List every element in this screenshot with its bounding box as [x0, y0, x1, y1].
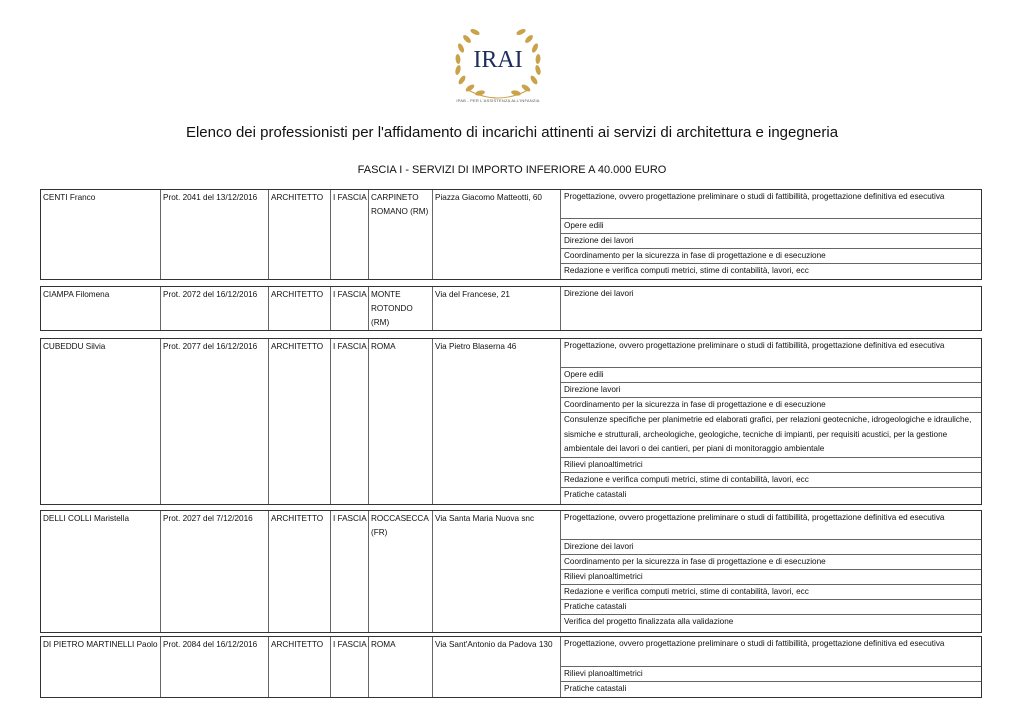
city: CARPINETO ROMANO (RM) [369, 190, 433, 279]
address: Piazza Giacomo Matteotti, 60 [433, 190, 561, 279]
professional-row [40, 286, 982, 331]
service-item: Pratiche catastali [564, 684, 627, 693]
address: Via Sant'Antonio da Padova 130 [433, 637, 561, 697]
fascia-level: I FASCIA [331, 190, 369, 279]
service-item: Pratiche catastali [561, 600, 981, 615]
address: Via del Francese, 21 [433, 287, 561, 330]
professional-row [40, 189, 982, 280]
professional-role: ARCHITETTO [269, 511, 331, 632]
page-title: Elenco dei professionisti per l'affidamento di incarichi attinenti ai servizi di architettura e ingegneria [185, 124, 839, 141]
protocol-number: Prot. 2072 del 16/12/2016 [161, 287, 269, 330]
service-item: Opere edili [561, 219, 981, 234]
address: Via Santa Maria Nuova snc [433, 511, 561, 632]
services-list [561, 190, 981, 279]
fascia-level: I FASCIA [331, 637, 369, 697]
address: Via Pietro Blaserna 46 [433, 339, 561, 504]
irai-logo [448, 20, 548, 108]
professional-row [40, 636, 982, 698]
professional-role: ARCHITETTO [269, 339, 331, 504]
services-list [561, 637, 981, 697]
service-item: Redazione e verifica computi metrici, stime di contabilità, lavori, ecc [564, 266, 809, 275]
professional-role: ARCHITETTO [269, 287, 331, 330]
services-list [561, 511, 981, 632]
service-item: Rilievi planoaltimetrici [561, 667, 981, 682]
professional-role: ARCHITETTO [269, 190, 331, 279]
svg-text:IRAI: IRAI [473, 47, 523, 73]
service-item: Progettazione, ovvero progettazione preliminare o studi di fattibillità, progettazione definitiva ed esecutiva [561, 190, 981, 219]
professional-name: DELLI COLLI Maristella [41, 511, 161, 632]
professional-name: CUBEDDU Silvia [41, 339, 161, 504]
service-item: Direzione lavori [561, 383, 981, 398]
services-list [561, 287, 981, 330]
services-list [561, 339, 981, 504]
service-item: Rilievi planoaltimetrici [561, 570, 981, 585]
city: ROMA [369, 637, 433, 697]
service-item: Consulenze specifiche per planimetrie ed elaborati grafici, per relazioni geotecniche, idrogeologiche e idrauliche, sismiche e strutturali, archeologiche, geologiche, tecniche di impianti, per requisiti acustici, per la gestione ambientale dei lavori o dei cantieri, per piani di monitoraggio ambientale [561, 413, 981, 458]
service-item: Redazione e verifica computi metrici, stime di contabilità, lavori, ecc [561, 585, 981, 600]
professional-role: ARCHITETTO [269, 637, 331, 697]
city: ROCCASECCA (FR) [369, 511, 433, 632]
service-item: Rilievi planoaltimetrici [561, 458, 981, 473]
service-item: Progettazione, ovvero progettazione preliminare o studi di fattibillità, progettazione definitiva ed esecutiva [561, 339, 981, 368]
fascia-level: I FASCIA [331, 287, 369, 330]
protocol-number: Prot. 2041 del 13/12/2016 [161, 190, 269, 279]
service-item: Opere edili [561, 368, 981, 383]
logo-tagline: IPAB - PER L'ASSISTENZA ALL'INFANZIA [456, 98, 540, 103]
service-item: Direzione dei lavori [564, 289, 634, 298]
service-item: Direzione dei lavori [561, 540, 981, 555]
protocol-number: Prot. 2027 del 7/12/2016 [161, 511, 269, 632]
service-item: Pratiche catastali [564, 490, 627, 499]
service-item: Direzione dei lavori [561, 234, 981, 249]
professional-name: CENTI Franco [41, 190, 161, 279]
service-item: Progettazione, ovvero progettazione preliminare o studi di fattibillità, progettazione definitiva ed esecutiva [561, 511, 981, 540]
professional-name: CIAMPA Filomena [41, 287, 161, 330]
service-item: Coordinamento per la sicurezza in fase di progettazione e di esecuzione [561, 398, 981, 413]
city: MONTE ROTONDO (RM) [369, 287, 433, 330]
fascia-level: I FASCIA [331, 511, 369, 632]
professional-row [40, 510, 982, 633]
fascia-level: I FASCIA [331, 339, 369, 504]
service-item: Coordinamento per la sicurezza in fase di progettazione e di esecuzione [561, 249, 981, 264]
city: ROMA [369, 339, 433, 504]
professional-row [40, 338, 982, 505]
protocol-number: Prot. 2084 del 16/12/2016 [161, 637, 269, 697]
professional-name: DI PIETRO MARTINELLI Paolo [41, 637, 161, 697]
service-item: Redazione e verifica computi metrici, stime di contabilità, lavori, ecc [561, 473, 981, 488]
service-item: Verifica del progetto finalizzata alla validazione [564, 617, 734, 626]
page-subtitle: FASCIA I - SERVIZI DI IMPORTO INFERIORE A 40.000 EURO [357, 164, 667, 176]
protocol-number: Prot. 2077 del 16/12/2016 [161, 339, 269, 504]
service-item: Coordinamento per la sicurezza in fase di progettazione e di esecuzione [561, 555, 981, 570]
service-item: Progettazione, ovvero progettazione preliminare o studi di fattibillità, progettazione definitiva ed esecutiva [561, 637, 981, 667]
